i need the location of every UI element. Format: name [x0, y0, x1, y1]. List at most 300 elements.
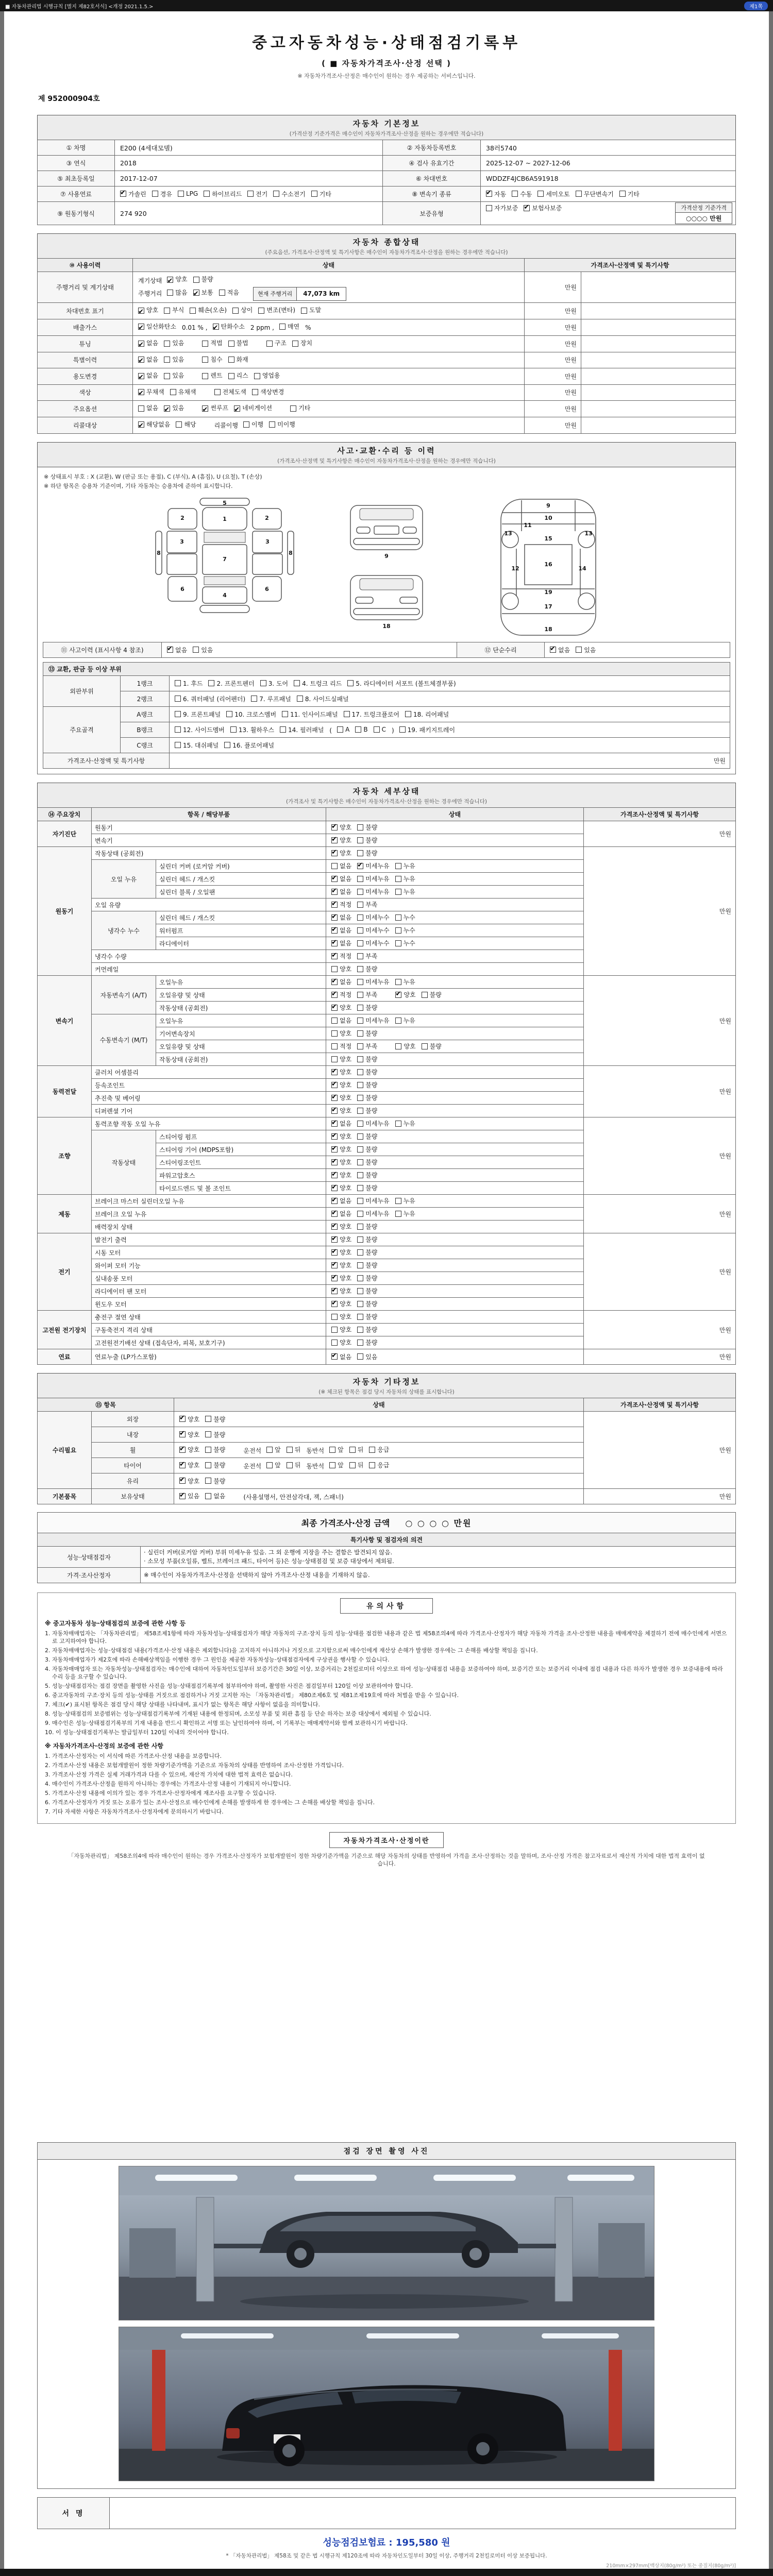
checkbox-icon[interactable]	[176, 421, 182, 428]
checkbox-checked-icon[interactable]	[331, 1146, 338, 1153]
checkbox-option[interactable]	[167, 646, 187, 654]
checkbox-option[interactable]	[357, 1274, 377, 1282]
checkbox-option[interactable]	[273, 190, 305, 198]
checkbox-option[interactable]	[422, 990, 442, 999]
checkbox-option[interactable]	[213, 321, 245, 333]
checkbox-option[interactable]	[202, 354, 222, 366]
checkbox-option[interactable]	[208, 679, 254, 688]
checkbox-checked-icon[interactable]	[486, 191, 492, 197]
checkbox-option[interactable]	[331, 964, 351, 973]
checkbox-option[interactable]	[164, 337, 184, 349]
checkbox-option[interactable]	[357, 823, 377, 832]
checkbox-checked-icon[interactable]	[331, 1095, 338, 1101]
checkbox-option[interactable]	[331, 1145, 351, 1154]
checkbox-option[interactable]	[405, 710, 449, 719]
checkbox-icon[interactable]	[357, 902, 363, 908]
checkbox-option[interactable]	[486, 190, 506, 198]
checkbox-option[interactable]	[204, 190, 242, 198]
checkbox-option[interactable]	[205, 1477, 225, 1485]
checkbox-icon[interactable]	[254, 373, 260, 379]
checkbox-checked-icon[interactable]	[179, 1493, 186, 1499]
checkbox-icon[interactable]	[178, 191, 184, 197]
checkbox-option[interactable]	[395, 1196, 415, 1205]
checkbox-icon[interactable]	[349, 1462, 356, 1468]
checkbox-icon[interactable]	[273, 191, 279, 197]
checkbox-option[interactable]	[224, 741, 274, 750]
checkbox-icon[interactable]	[369, 1447, 375, 1453]
checkbox-checked-icon[interactable]	[138, 341, 144, 347]
checkbox-option[interactable]	[331, 1274, 351, 1282]
checkbox-option[interactable]	[357, 849, 377, 857]
checkbox-icon[interactable]	[357, 1314, 363, 1320]
checkbox-option[interactable]	[331, 1352, 351, 1361]
checkbox-option[interactable]	[331, 1325, 351, 1334]
checkbox-icon[interactable]	[357, 1340, 363, 1346]
checkbox-icon[interactable]	[357, 1353, 363, 1360]
checkbox-icon[interactable]	[344, 711, 350, 717]
checkbox-checked-icon[interactable]	[167, 647, 173, 653]
checkbox-option[interactable]	[247, 190, 267, 198]
checkbox-icon[interactable]	[301, 308, 307, 314]
checkbox-checked-icon[interactable]	[331, 1108, 338, 1114]
checkbox-icon[interactable]	[576, 647, 582, 653]
checkbox-option[interactable]	[331, 1055, 351, 1063]
checkbox-option[interactable]	[297, 694, 349, 703]
checkbox-option[interactable]	[331, 1261, 351, 1269]
checkbox-checked-icon[interactable]	[395, 992, 401, 998]
checkbox-option[interactable]	[331, 1196, 351, 1205]
checkbox-icon[interactable]	[193, 277, 199, 283]
checkbox-option[interactable]	[331, 849, 351, 857]
checkbox-option[interactable]	[357, 1338, 377, 1347]
checkbox-option[interactable]	[331, 1067, 351, 1076]
checkbox-icon[interactable]	[280, 726, 286, 733]
checkbox-checked-icon[interactable]	[331, 1262, 338, 1268]
checkbox-option[interactable]	[329, 1461, 344, 1469]
checkbox-icon[interactable]	[357, 850, 363, 856]
checkbox-icon[interactable]	[297, 696, 303, 702]
checkbox-icon[interactable]	[357, 1108, 363, 1114]
checkbox-option[interactable]	[252, 386, 284, 398]
checkbox-icon[interactable]	[258, 308, 264, 314]
checkbox-icon[interactable]	[269, 421, 275, 428]
checkbox-option[interactable]	[167, 287, 187, 299]
checkbox-icon[interactable]	[251, 696, 257, 702]
checkbox-icon[interactable]	[164, 373, 170, 379]
checkbox-option[interactable]	[331, 1080, 351, 1089]
checkbox-option[interactable]	[395, 1042, 415, 1050]
checkbox-option[interactable]	[266, 1445, 281, 1454]
checkbox-icon[interactable]	[357, 824, 363, 831]
checkbox-icon[interactable]	[357, 1198, 363, 1204]
checkbox-option[interactable]	[422, 1042, 442, 1050]
checkbox-checked-icon[interactable]	[138, 421, 144, 428]
checkbox-option[interactable]	[357, 1119, 389, 1128]
checkbox-icon[interactable]	[205, 1478, 211, 1484]
checkbox-option[interactable]	[357, 977, 389, 986]
checkbox-icon[interactable]	[175, 742, 181, 748]
checkbox-option[interactable]	[395, 926, 415, 935]
checkbox-icon[interactable]	[311, 191, 317, 197]
checkbox-option[interactable]	[357, 1248, 377, 1257]
checkbox-checked-icon[interactable]	[179, 1462, 186, 1468]
checkbox-checked-icon[interactable]	[202, 405, 208, 412]
checkbox-option[interactable]	[550, 646, 570, 654]
checkbox-icon[interactable]	[357, 966, 363, 972]
checkbox-option[interactable]	[193, 646, 213, 654]
checkbox-option[interactable]	[179, 1492, 199, 1500]
checkbox-icon[interactable]	[205, 1462, 211, 1468]
checkbox-icon[interactable]	[357, 1005, 363, 1011]
checkbox-icon[interactable]	[357, 953, 363, 959]
checkbox-option[interactable]	[357, 1016, 389, 1025]
checkbox-option[interactable]	[576, 646, 596, 654]
checkbox-option[interactable]	[226, 710, 276, 719]
checkbox-icon[interactable]	[290, 405, 296, 412]
checkbox-option[interactable]	[138, 354, 158, 366]
checkbox-option[interactable]	[395, 1209, 415, 1218]
checkbox-icon[interactable]	[329, 1447, 335, 1453]
checkbox-checked-icon[interactable]	[179, 1431, 186, 1437]
checkbox-option[interactable]	[175, 694, 245, 703]
checkbox-checked-icon[interactable]	[331, 1133, 338, 1140]
checkbox-icon[interactable]	[395, 979, 401, 985]
checkbox-option[interactable]	[331, 861, 351, 870]
checkbox-option[interactable]	[301, 304, 321, 316]
checkbox-option[interactable]	[331, 836, 351, 844]
checkbox-option[interactable]	[175, 741, 219, 750]
checkbox-option[interactable]	[193, 274, 213, 285]
checkbox-option[interactable]	[138, 337, 158, 349]
checkbox-option[interactable]	[179, 1415, 199, 1423]
checkbox-option[interactable]	[170, 386, 196, 398]
checkbox-icon[interactable]	[357, 979, 363, 985]
checkbox-icon[interactable]	[395, 914, 401, 921]
checkbox-option[interactable]	[486, 204, 518, 212]
checkbox-option[interactable]	[331, 1029, 351, 1038]
checkbox-checked-icon[interactable]	[331, 953, 338, 959]
checkbox-option[interactable]	[357, 964, 377, 973]
checkbox-icon[interactable]	[619, 191, 626, 197]
checkbox-checked-icon[interactable]	[331, 1236, 338, 1243]
checkbox-option[interactable]	[331, 1003, 351, 1012]
checkbox-icon[interactable]	[395, 1198, 401, 1204]
checkbox-option[interactable]	[395, 1016, 415, 1025]
checkbox-option[interactable]	[524, 204, 562, 212]
checkbox-icon[interactable]	[357, 1146, 363, 1153]
checkbox-option[interactable]	[395, 1119, 415, 1128]
checkbox-option[interactable]	[357, 1132, 377, 1141]
checkbox-option[interactable]	[190, 304, 227, 316]
checkbox-option[interactable]	[331, 887, 351, 896]
checkbox-option[interactable]	[331, 1158, 351, 1166]
checkbox-option[interactable]	[232, 304, 253, 316]
checkbox-option[interactable]	[357, 861, 389, 870]
checkbox-icon[interactable]	[512, 191, 518, 197]
checkbox-option[interactable]	[357, 1171, 377, 1179]
checkbox-option[interactable]	[357, 1196, 389, 1205]
checkbox-option[interactable]	[228, 370, 248, 382]
checkbox-icon[interactable]	[395, 863, 401, 869]
checkbox-checked-icon[interactable]	[331, 837, 338, 843]
checkbox-icon[interactable]	[193, 647, 199, 653]
checkbox-icon[interactable]	[329, 1462, 335, 1468]
checkbox-checked-icon[interactable]	[331, 1172, 338, 1178]
checkbox-checked-icon[interactable]	[331, 1198, 338, 1204]
checkbox-icon[interactable]	[164, 357, 170, 363]
checkbox-option[interactable]	[374, 726, 386, 733]
checkbox-checked-icon[interactable]	[331, 1082, 338, 1088]
checkbox-icon[interactable]	[279, 324, 285, 330]
checkbox-option[interactable]	[347, 679, 456, 688]
checkbox-option[interactable]	[331, 1042, 351, 1050]
checkbox-icon[interactable]	[399, 726, 406, 733]
checkbox-option[interactable]	[329, 1445, 344, 1454]
checkbox-option[interactable]	[331, 900, 351, 909]
checkbox-checked-icon[interactable]	[138, 389, 144, 395]
checkbox-icon[interactable]	[232, 308, 239, 314]
checkbox-option[interactable]	[178, 190, 198, 197]
checkbox-option[interactable]	[331, 1222, 351, 1231]
checkbox-icon[interactable]	[331, 966, 338, 972]
checkbox-option[interactable]	[120, 190, 146, 198]
checkbox-icon[interactable]	[175, 711, 181, 717]
checkbox-icon[interactable]	[266, 1447, 273, 1453]
checkbox-icon[interactable]	[576, 191, 582, 197]
checkbox-checked-icon[interactable]	[331, 1301, 338, 1307]
checkbox-icon[interactable]	[357, 1327, 363, 1333]
checkbox-option[interactable]	[331, 823, 351, 832]
checkbox-option[interactable]	[251, 694, 291, 703]
checkbox-icon[interactable]	[331, 1018, 338, 1024]
checkbox-icon[interactable]	[282, 711, 288, 717]
checkbox-option[interactable]	[537, 190, 569, 198]
checkbox-option[interactable]	[331, 913, 351, 922]
checkbox-option[interactable]	[331, 939, 351, 947]
checkbox-option[interactable]	[331, 977, 351, 986]
checkbox-option[interactable]	[260, 679, 288, 688]
checkbox-option[interactable]	[395, 874, 415, 883]
checkbox-icon[interactable]	[357, 1133, 363, 1140]
checkbox-checked-icon[interactable]	[179, 1478, 186, 1484]
checkbox-option[interactable]	[282, 710, 338, 719]
checkbox-icon[interactable]	[395, 1211, 401, 1217]
checkbox-checked-icon[interactable]	[331, 876, 338, 882]
checkbox-checked-icon[interactable]	[331, 992, 338, 998]
checkbox-option[interactable]	[202, 370, 222, 382]
checkbox-icon[interactable]	[395, 1018, 401, 1024]
checkbox-option[interactable]	[205, 1445, 225, 1454]
checkbox-icon[interactable]	[247, 191, 254, 197]
checkbox-icon[interactable]	[357, 1262, 363, 1268]
checkbox-checked-icon[interactable]	[213, 324, 219, 330]
checkbox-icon[interactable]	[357, 1159, 363, 1165]
checkbox-icon[interactable]	[175, 726, 181, 733]
checkbox-option[interactable]	[234, 402, 272, 414]
checkbox-icon[interactable]	[357, 1236, 363, 1243]
checkbox-option[interactable]	[214, 386, 246, 398]
checkbox-checked-icon[interactable]	[331, 1275, 338, 1281]
checkbox-option[interactable]	[138, 419, 170, 431]
checkbox-icon[interactable]	[190, 308, 196, 314]
checkbox-icon[interactable]	[395, 940, 401, 946]
checkbox-checked-icon[interactable]	[331, 1353, 338, 1360]
checkbox-checked-icon[interactable]	[120, 191, 126, 197]
checkbox-icon[interactable]	[331, 1030, 338, 1037]
checkbox-option[interactable]	[331, 1209, 351, 1218]
checkbox-icon[interactable]	[357, 1249, 363, 1256]
checkbox-option[interactable]	[357, 1067, 377, 1076]
checkbox-icon[interactable]	[260, 680, 266, 686]
checkbox-option[interactable]	[357, 1080, 377, 1089]
checkbox-icon[interactable]	[357, 1224, 363, 1230]
checkbox-option[interactable]	[164, 370, 184, 382]
checkbox-icon[interactable]	[357, 1056, 363, 1062]
checkbox-option[interactable]	[357, 836, 377, 844]
checkbox-option[interactable]	[357, 1299, 377, 1308]
checkbox-icon[interactable]	[349, 1447, 356, 1453]
checkbox-icon[interactable]	[175, 680, 181, 686]
checkbox-option[interactable]	[357, 1029, 377, 1038]
checkbox-icon[interactable]	[357, 837, 363, 843]
checkbox-option[interactable]	[193, 287, 213, 299]
checkbox-icon[interactable]	[357, 992, 363, 998]
checkbox-option[interactable]	[280, 725, 324, 734]
checkbox-icon[interactable]	[395, 927, 401, 934]
checkbox-option[interactable]	[357, 1222, 377, 1231]
checkbox-option[interactable]	[287, 1445, 301, 1454]
checkbox-icon[interactable]	[331, 1340, 338, 1346]
checkbox-checked-icon[interactable]	[138, 324, 144, 330]
checkbox-option[interactable]	[357, 887, 389, 896]
checkbox-icon[interactable]	[202, 341, 208, 347]
checkbox-icon[interactable]	[486, 205, 492, 211]
checkbox-icon[interactable]	[170, 389, 176, 395]
checkbox-icon[interactable]	[219, 290, 225, 296]
checkbox-icon[interactable]	[537, 191, 544, 197]
checkbox-checked-icon[interactable]	[331, 1211, 338, 1217]
checkbox-icon[interactable]	[357, 1288, 363, 1294]
checkbox-checked-icon[interactable]	[331, 914, 338, 921]
checkbox-icon[interactable]	[164, 341, 170, 347]
checkbox-checked-icon[interactable]	[331, 1159, 338, 1165]
checkbox-option[interactable]	[331, 926, 351, 935]
checkbox-option[interactable]	[205, 1461, 225, 1469]
checkbox-option[interactable]	[369, 1461, 389, 1469]
checkbox-option[interactable]	[357, 1352, 377, 1361]
checkbox-option[interactable]	[266, 337, 287, 349]
checkbox-checked-icon[interactable]	[331, 889, 338, 895]
checkbox-icon[interactable]	[167, 290, 173, 296]
checkbox-option[interactable]	[331, 1106, 351, 1115]
checkbox-option[interactable]	[164, 304, 184, 316]
checkbox-option[interactable]	[331, 990, 351, 999]
checkbox-icon[interactable]	[331, 1314, 338, 1320]
checkbox-icon[interactable]	[337, 726, 343, 733]
checkbox-option[interactable]	[357, 1093, 377, 1102]
checkbox-icon[interactable]	[357, 1095, 363, 1101]
checkbox-icon[interactable]	[205, 1447, 211, 1453]
checkbox-option[interactable]	[331, 1132, 351, 1141]
checkbox-option[interactable]	[175, 679, 203, 688]
checkbox-checked-icon[interactable]	[331, 1121, 338, 1127]
checkbox-option[interactable]	[152, 190, 172, 198]
checkbox-checked-icon[interactable]	[331, 1224, 338, 1230]
checkbox-checked-icon[interactable]	[138, 308, 144, 314]
checkbox-icon[interactable]	[230, 726, 237, 733]
checkbox-icon[interactable]	[357, 1030, 363, 1037]
checkbox-option[interactable]	[205, 1492, 225, 1500]
checkbox-option[interactable]	[175, 710, 221, 719]
checkbox-icon[interactable]	[202, 373, 208, 379]
checkbox-option[interactable]	[357, 1312, 377, 1321]
checkbox-option[interactable]	[164, 354, 184, 366]
checkbox-option[interactable]	[176, 419, 196, 431]
checkbox-icon[interactable]	[164, 308, 170, 314]
checkbox-icon[interactable]	[228, 341, 234, 347]
checkbox-checked-icon[interactable]	[331, 850, 338, 856]
checkbox-icon[interactable]	[266, 341, 273, 347]
checkbox-icon[interactable]	[357, 1172, 363, 1178]
checkbox-checked-icon[interactable]	[138, 373, 144, 379]
checkbox-option[interactable]	[357, 900, 377, 909]
checkbox-option[interactable]	[175, 725, 225, 734]
checkbox-option[interactable]	[357, 1003, 377, 1012]
checkbox-icon[interactable]	[357, 1185, 363, 1191]
checkbox-icon[interactable]	[175, 696, 181, 702]
checkbox-icon[interactable]	[152, 191, 158, 197]
checkbox-option[interactable]	[138, 304, 158, 316]
checkbox-option[interactable]	[292, 337, 312, 349]
checkbox-icon[interactable]	[331, 1056, 338, 1062]
checkbox-checked-icon[interactable]	[331, 1288, 338, 1294]
checkbox-checked-icon[interactable]	[331, 1249, 338, 1256]
checkbox-checked-icon[interactable]	[331, 824, 338, 831]
checkbox-option[interactable]	[228, 354, 248, 366]
checkbox-icon[interactable]	[208, 680, 214, 686]
checkbox-icon[interactable]	[422, 1043, 428, 1049]
checkbox-icon[interactable]	[374, 726, 380, 733]
checkbox-option[interactable]	[331, 952, 351, 960]
checkbox-option[interactable]	[331, 1093, 351, 1102]
checkbox-option[interactable]	[337, 726, 349, 733]
checkbox-option[interactable]	[331, 1016, 351, 1025]
checkbox-option[interactable]	[287, 1461, 301, 1469]
checkbox-option[interactable]	[357, 990, 377, 999]
checkbox-option[interactable]	[344, 710, 399, 719]
checkbox-option[interactable]	[331, 1119, 351, 1128]
checkbox-icon[interactable]	[202, 357, 208, 363]
checkbox-icon[interactable]	[228, 357, 234, 363]
checkbox-option[interactable]	[205, 1430, 225, 1439]
checkbox-option[interactable]	[164, 402, 184, 414]
checkbox-option[interactable]	[357, 939, 389, 947]
checkbox-option[interactable]	[179, 1477, 199, 1485]
signature-space[interactable]	[110, 2498, 735, 2529]
checkbox-option[interactable]	[230, 725, 274, 734]
checkbox-checked-icon[interactable]	[331, 1005, 338, 1011]
checkbox-icon[interactable]	[205, 1493, 211, 1499]
checkbox-option[interactable]	[395, 913, 415, 922]
checkbox-checked-icon[interactable]	[331, 1069, 338, 1075]
checkbox-checked-icon[interactable]	[138, 357, 144, 363]
checkbox-icon[interactable]	[422, 992, 428, 998]
checkbox-option[interactable]	[357, 1158, 377, 1166]
checkbox-icon[interactable]	[357, 876, 363, 882]
checkbox-icon[interactable]	[357, 1275, 363, 1281]
checkbox-icon[interactable]	[405, 711, 411, 717]
checkbox-option[interactable]	[357, 1209, 389, 1218]
